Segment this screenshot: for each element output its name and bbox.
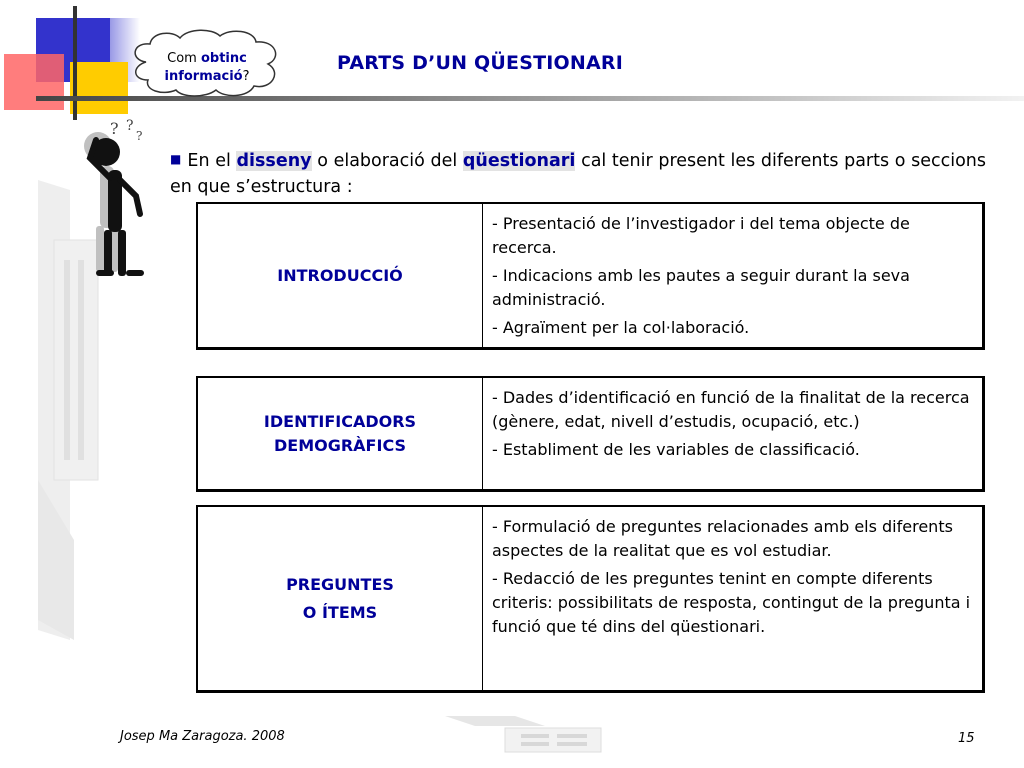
section-preguntes-items [196, 505, 985, 693]
page-number: 15 [958, 731, 975, 746]
keyword-disseny: disseny [236, 151, 312, 171]
section-introduccio [196, 202, 985, 350]
section-label: IDENTIFICADORS DEMOGRÀFICS [198, 378, 483, 489]
list-item: - Formulació de preguntes relacionades amb els diferents aspectes de la realitat que es vol estudiar. [492, 517, 953, 560]
svg-text:?: ? [136, 129, 143, 143]
keyword-questionari: qüestionari [462, 151, 576, 171]
section-description [483, 378, 982, 489]
svg-text:?: ? [110, 119, 119, 138]
list-item: - Presentació de l’investigador i del tema objecte de recerca. [492, 214, 910, 257]
footer-author: Josep Ma Zaragoza. 2008 [120, 729, 285, 744]
page-title: PARTS D’UN QÜESTIONARI [337, 52, 623, 74]
svg-text:?: ? [126, 118, 134, 134]
section-label: PREGUNTES O ÍTEMS [198, 507, 483, 690]
bottom-watermark-decoration [445, 712, 605, 756]
intro-paragraph: ■ En el disseny o elaboració del qüestionari cal tenir present les diferents parts o seccions en que s’estructura : [170, 151, 986, 197]
thinking-person-icon [70, 118, 165, 283]
list-item: - Dades d’identificació en funció de la finalitat de la recerca (gènere, edat, nivell d’estudis, ocupació, etc.) [492, 388, 970, 431]
list-item: - Redacció de les preguntes tenint en compte diferents criteris: possibilitats de resposta, contingut de la pregunta i funció que té dins del qüestionari. [492, 569, 971, 636]
section-label: INTRODUCCIÓ [198, 204, 483, 347]
section-identificadors-demografics [196, 376, 985, 492]
section-description [483, 204, 982, 347]
square-bullet-icon: ■ [170, 152, 182, 166]
decor-red-square [4, 54, 64, 110]
list-item: - Agraïment per la col·laboració. [492, 318, 750, 337]
list-item: - Indicacions amb les pautes a seguir durant la seva administració. [492, 266, 910, 309]
decor-yellow-square [70, 62, 128, 114]
thought-cloud-text: Com obtinc informació? [164, 51, 250, 84]
decor-vertical-line [73, 6, 77, 120]
list-item: - Establiment de les variables de classificació. [492, 440, 860, 459]
section-description [483, 507, 982, 690]
